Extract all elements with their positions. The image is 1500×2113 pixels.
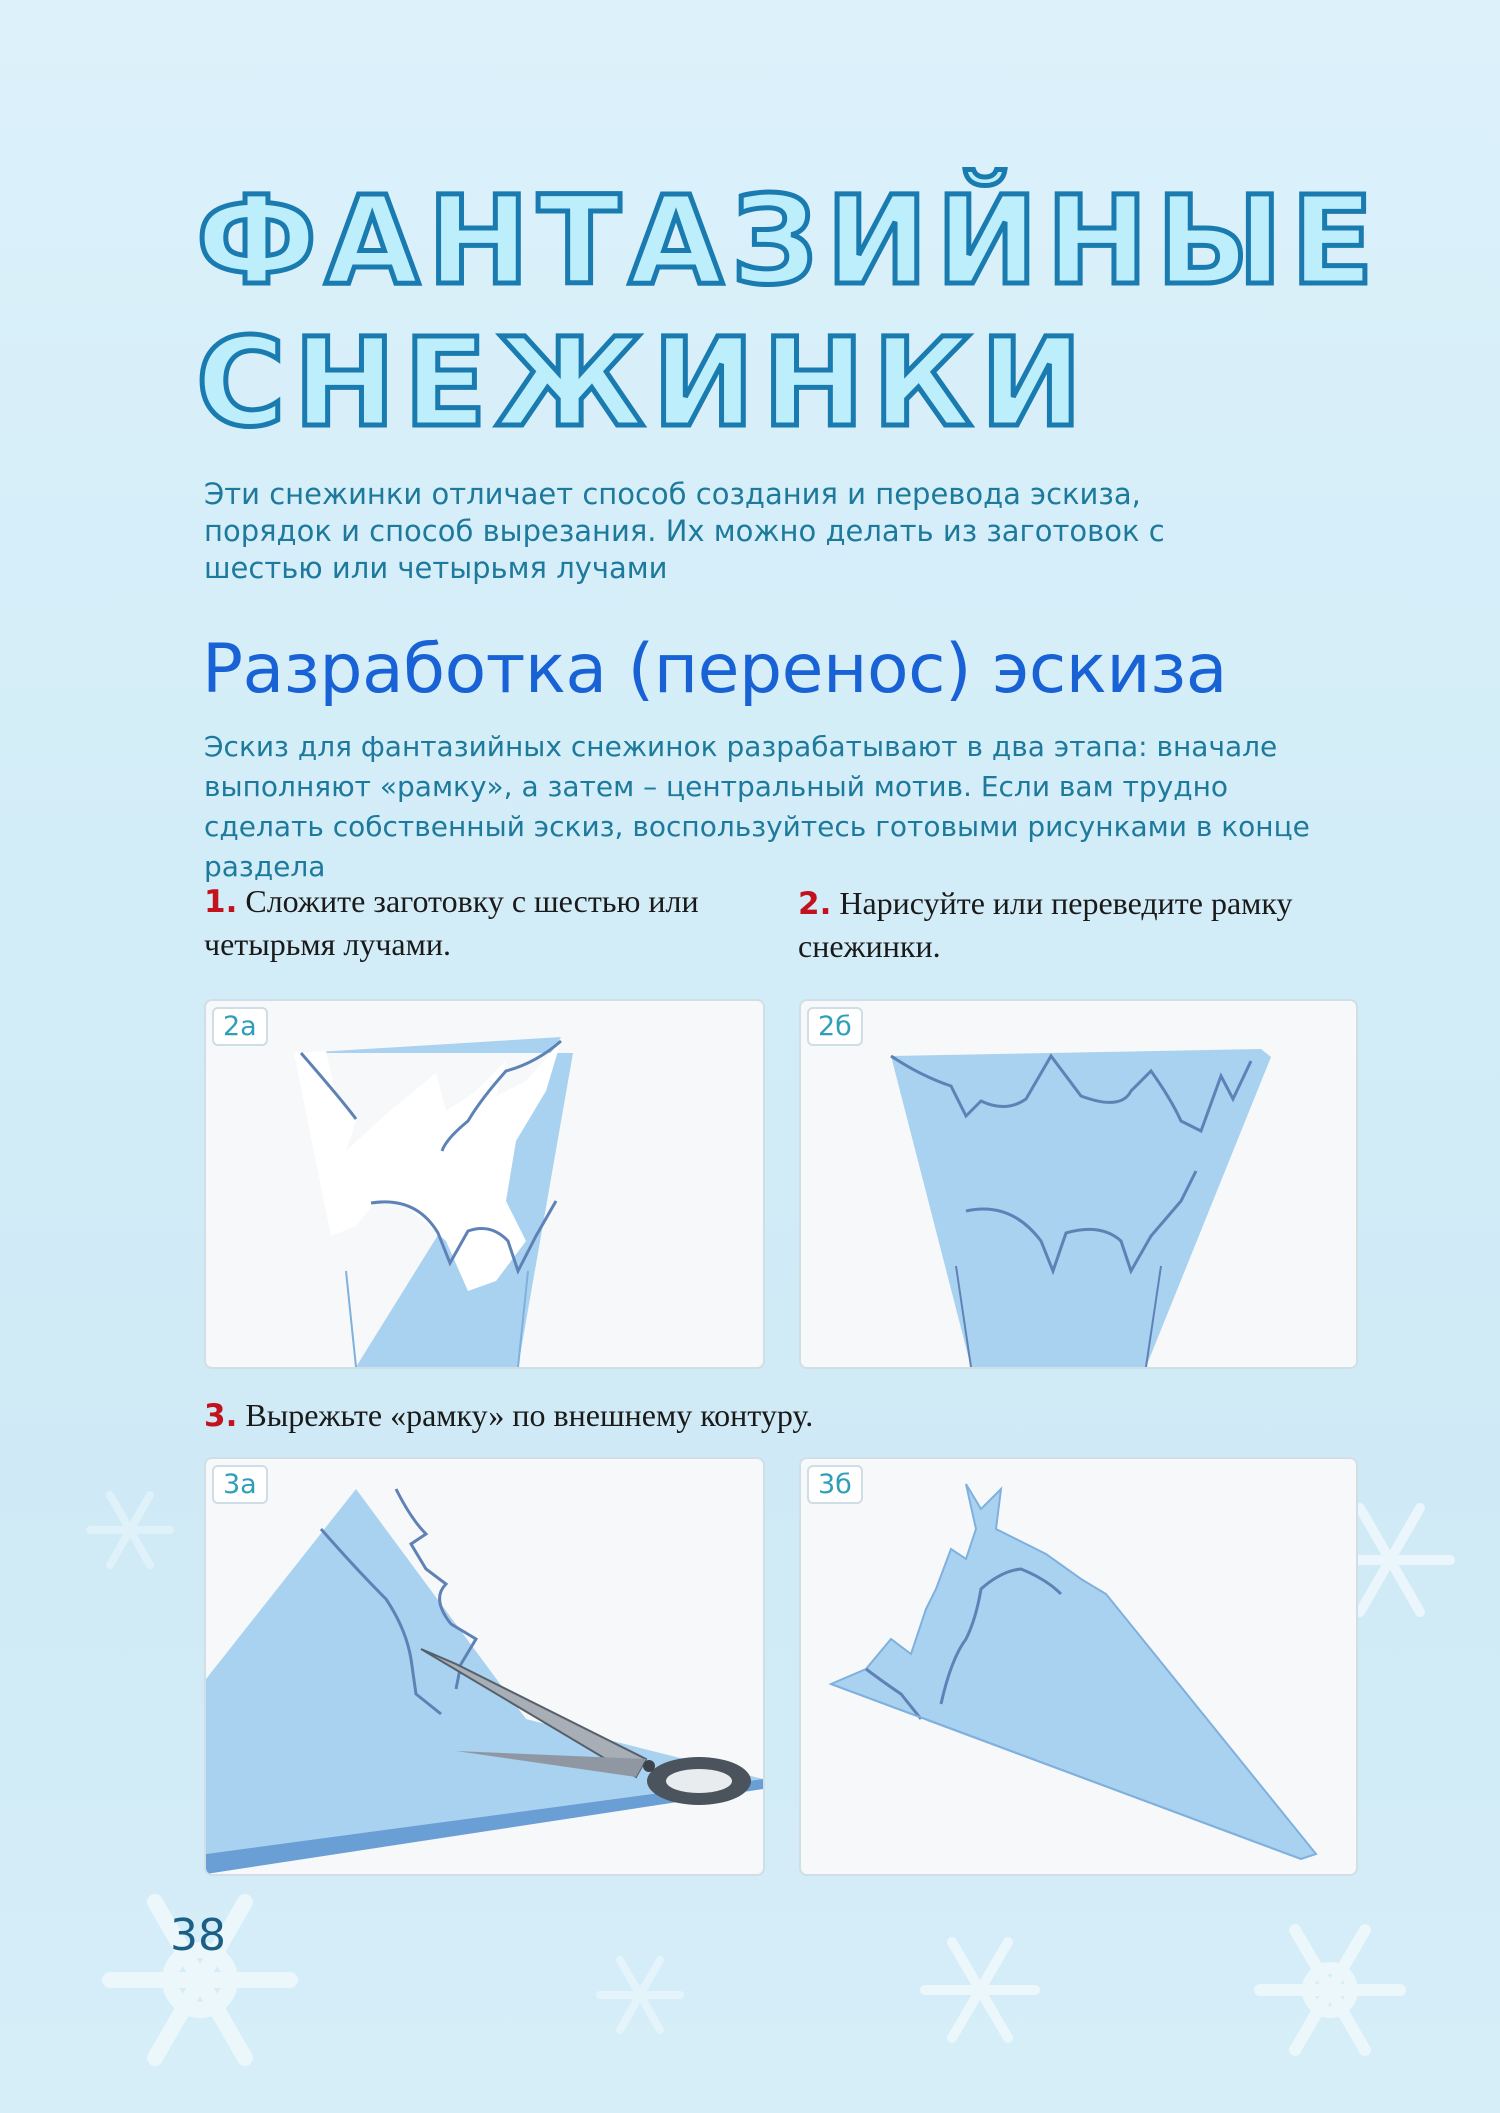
photo-2a xyxy=(204,999,765,1369)
page-title xyxy=(196,170,1382,454)
photo-2a-label: 2а xyxy=(212,1007,268,1046)
folded-paper-cut-frame-image xyxy=(206,1001,763,1367)
step-2 xyxy=(798,882,1398,967)
step-1 xyxy=(204,880,764,965)
step-2-number: 2. xyxy=(798,886,832,922)
step-1-number: 1. xyxy=(204,884,238,920)
photo-3b xyxy=(799,1457,1358,1876)
section-heading: Разработка (перенос) эскиза xyxy=(202,630,1227,709)
scissors-cutting-paper-image xyxy=(206,1459,763,1874)
cut-paper-ray-image xyxy=(801,1459,1356,1874)
folded-paper-drawn-frame-image xyxy=(801,1001,1356,1367)
step-2-text: Нарисуйте или переведите рамку снежинки. xyxy=(798,885,1293,964)
section-text: Эскиз для фантазийных снежинок разрабатывают в два этапа: вначале выполняют «рамку», а затем – центральный мотив. Если вам трудно сделать собственный эскиз, воспользуйтесь готовыми рисунками в конце раздела xyxy=(204,730,1310,883)
page-number: 38 xyxy=(170,1910,226,1961)
photo-2b-label: 2б xyxy=(807,1007,863,1046)
step-3-text: Вырежьте «рамку» по внешнему контуру. xyxy=(245,1397,814,1433)
photo-2b xyxy=(799,999,1358,1369)
photo-3a-label: 3а xyxy=(212,1465,268,1504)
title-line-2: СНЕЖИНКИ xyxy=(196,312,1091,454)
step-3-number: 3. xyxy=(204,1398,238,1434)
intro-text: Эти снежинки отличает способ создания и перевода эскиза, порядок и способ вырезания. Их можно делать из заготовок с шестью или четырьмя лучами xyxy=(204,477,1165,585)
title-line-1: ФАНТАЗИЙНЫЕ xyxy=(196,170,1382,312)
step-1-text: Сложите заготовку с шестью или четырьмя лучами. xyxy=(204,883,699,962)
step-3 xyxy=(204,1394,1304,1437)
photo-3b-label: 3б xyxy=(807,1465,863,1504)
photo-3a xyxy=(204,1457,765,1876)
